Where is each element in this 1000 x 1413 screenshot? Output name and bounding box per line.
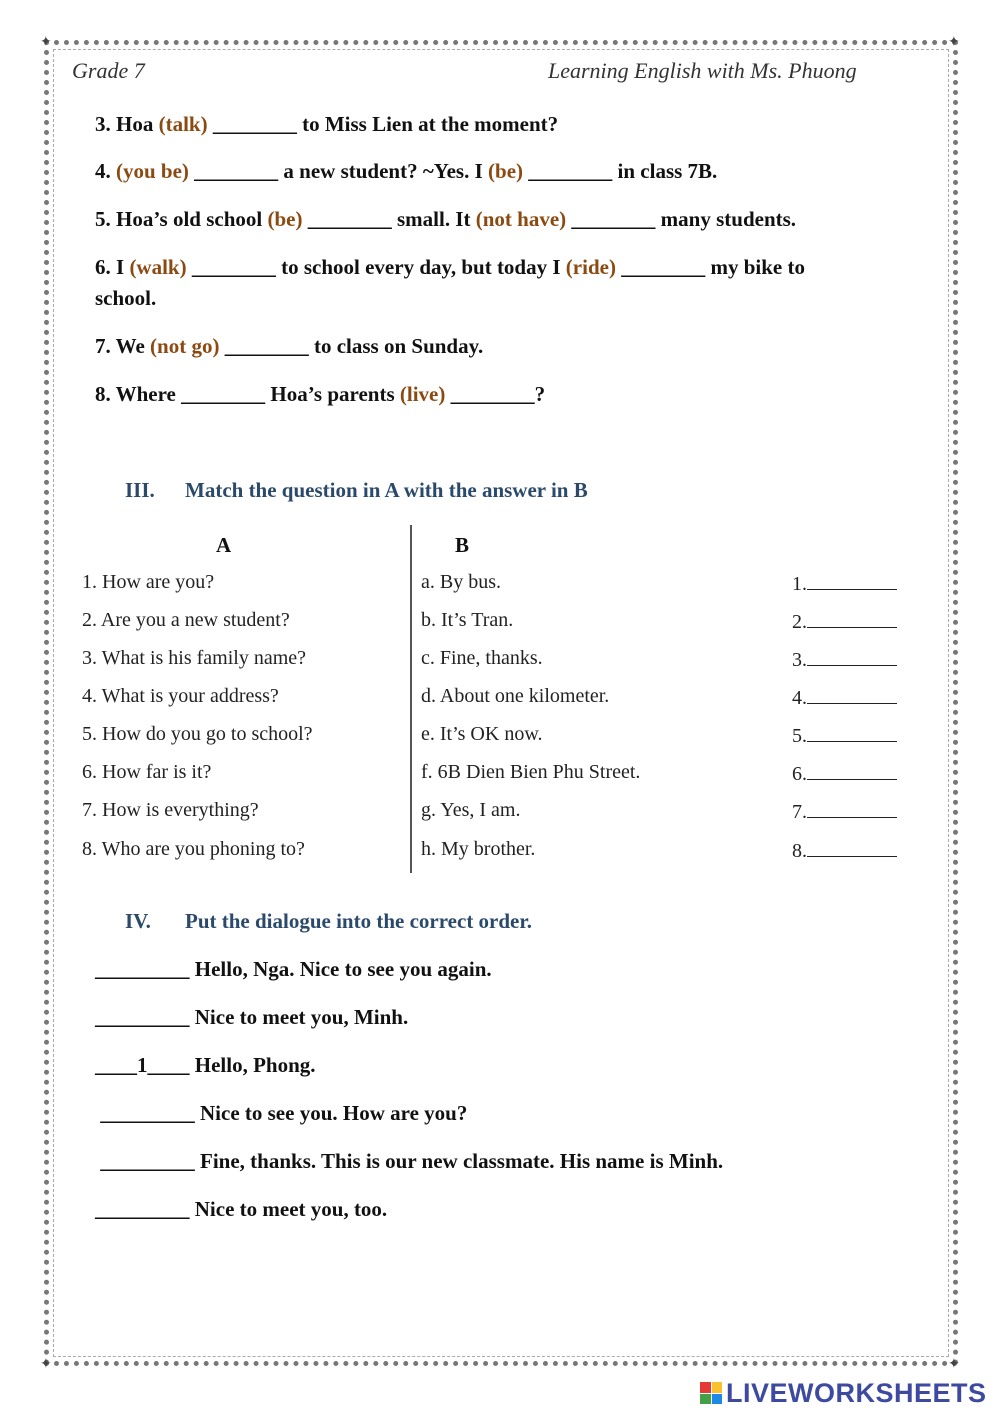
match-answer-slot[interactable]: 8. [792, 838, 897, 863]
dialogue-line[interactable]: _________ Fine, thanks. This is our new classmate. His name is Minh. [95, 1149, 724, 1173]
match-answer-slot[interactable]: 2. [792, 609, 897, 634]
question-item: 8. Who are you phoning to? [82, 838, 305, 860]
liveworksheets-logo[interactable] [700, 1378, 987, 1408]
column-a-header: A [216, 533, 232, 557]
dialogue-line[interactable]: _________ Hello, Nga. Nice to see you again. [95, 957, 492, 981]
exercise-line-6-cont: school. [95, 286, 157, 310]
corner-ornament-icon: ✦ [40, 1357, 52, 1372]
section-heading-4: IV. Put the dialogue into the correct order. [125, 909, 533, 933]
match-answer-slot[interactable]: 4. [792, 685, 897, 710]
answer-item: f. 6B Dien Bien Phu Street. [421, 761, 641, 783]
logo-mark-icon [700, 1382, 722, 1404]
dialogue-line[interactable]: _________ Nice to meet you, Minh. [95, 1005, 409, 1029]
exercise-line-6: 6. I (walk) ________ to school every day, but today I (ride) ________ my bike to [95, 255, 805, 279]
answer-item: b. It’s Tran. [421, 609, 514, 631]
dialogue-line[interactable]: _________ Nice to meet you, too. [95, 1197, 388, 1221]
exercise-line-4: 4. (you be) ________ a new student? ~Yes. I (be) ________ in class 7B. [95, 159, 718, 183]
answer-item: d. About one kilometer. [421, 685, 610, 707]
answer-item: h. My brother. [421, 838, 536, 860]
answer-item: c. Fine, thanks. [421, 647, 543, 669]
answer-item: e. It’s OK now. [421, 723, 543, 745]
question-item: 6. How far is it? [82, 761, 212, 783]
exercise-line-7: 7. We (not go) ________ to class on Sunday. [95, 334, 484, 358]
header-grade: Grade 7 [72, 58, 145, 83]
dialogue-line[interactable]: _________ Nice to see you. How are you? [95, 1101, 468, 1125]
dialogue-line[interactable]: ____1____ Hello, Phong. [95, 1053, 316, 1077]
question-item: 2. Are you a new student? [82, 609, 290, 631]
answer-item: a. By bus. [421, 571, 501, 593]
exercise-line-3: 3. Hoa (talk) ________ to Miss Lien at the moment? [95, 112, 559, 136]
match-answer-slot[interactable]: 5. [792, 723, 897, 748]
question-item: 1. How are you? [82, 571, 215, 593]
match-answer-slot[interactable]: 3. [792, 647, 897, 672]
section-heading-3: III. Match the question in A with the answer in B [125, 478, 588, 502]
match-answer-slot[interactable]: 1. [792, 571, 897, 596]
question-item: 7. How is everything? [82, 799, 259, 821]
exercise-line-5: 5. Hoa’s old school (be) ________ small. It (not have) ________ many students. [95, 207, 797, 231]
corner-ornament-icon: ✦ [40, 35, 52, 50]
answer-item: g. Yes, I am. [421, 799, 521, 821]
logo-text: LIVEWORKSHEETS [726, 1377, 987, 1408]
column-b-header: B [455, 533, 470, 557]
column-divider [410, 525, 412, 873]
question-item: 5. How do you go to school? [82, 723, 313, 745]
header-title: Learning English with Ms. Phuong [548, 58, 857, 83]
question-item: 4. What is your address? [82, 685, 279, 707]
question-item: 3. What is his family name? [82, 647, 307, 669]
match-answer-slot[interactable]: 6. [792, 761, 897, 786]
match-answer-slot[interactable]: 7. [792, 799, 897, 824]
corner-ornament-icon: ✦ [948, 1357, 960, 1372]
exercise-line-8: 8. Where ________ Hoa’s parents (live) ________? [95, 382, 546, 406]
corner-ornament-icon: ✦ [948, 35, 960, 50]
